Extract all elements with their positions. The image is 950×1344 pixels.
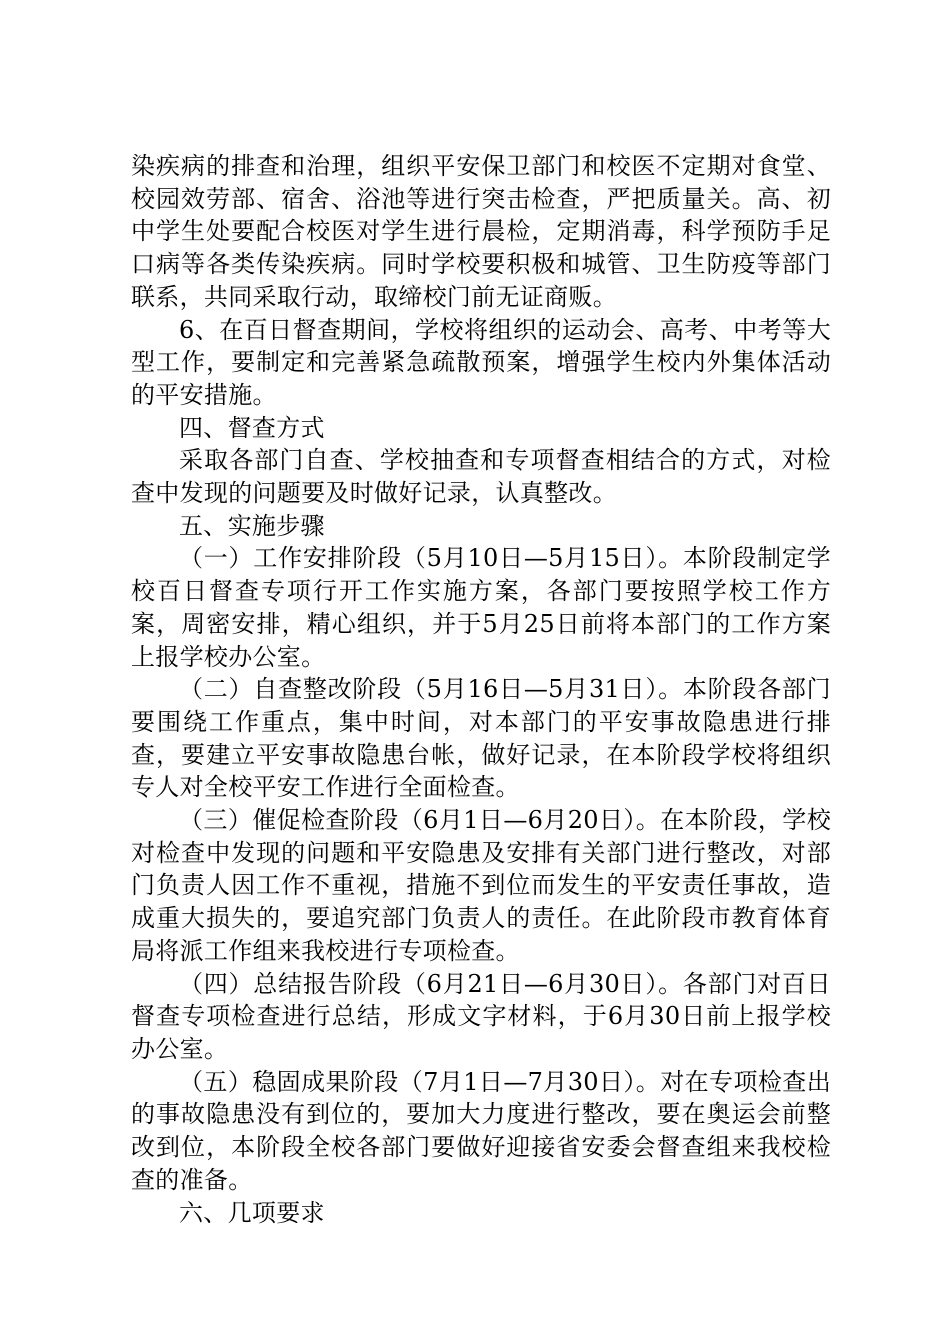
paragraph-health-inspection: 染疾病的排查和治理，组织平安保卫部门和校医不定期对食堂、校园效劳部、宿舍、浴池等进行突击检查，严把质量关。高、初中学生处要配合校医对学生进行晨检，定期消毒，科学预防手足口病等各类传染疾病。同时学校要积极和城管、卫生防疫等部门联系，共同采取行动，取缔校门前无证商贩。 [131,152,831,311]
section-heading-4: 四、督查方式 [179,413,325,442]
paragraph-step-4: （四）总结报告阶段（6月21日—6月30日）。各部门对百日督查专项检查进行总结，形成文字材料，于6月30日前上报学校办公室。 [131,969,831,1063]
document-body [131,150,831,1229]
paragraph-step-5: （五）稳固成果阶段（7月1日—7月30日）。对在专项检查出的事故隐患没有到位的，要加大力度进行整改，要在奥运会前整改到位，本阶段全校各部门要做好迎接省安委会督查组来我校检查的准备。 [131,1067,831,1194]
section-heading-5: 五、实施步骤 [179,511,325,540]
paragraph-step-3: （三）催促检查阶段（6月1日—6月20日）。在本阶段，学校对检查中发现的问题和平安隐患及安排有关部门进行整改，对部门负责人因工作不重视，措施不到位而发生的平安责任事故，造成重大损失的，要追究部门负责人的责任。在此阶段市教育体育局将派工作组来我校进行专项检查。 [131,806,831,965]
paragraph-inspection-method: 采取各部门自查、学校抽查和专项督查相结合的方式，对检查中发现的问题要及时做好记录，认真整改。 [131,446,831,508]
section-heading-6: 六、几项要求 [179,1198,325,1227]
paragraph-step-1: （一）工作安排阶段（5月10日—5月15日）。本阶段制定学校百日督查专项行开工作实施方案，各部门要按照学校工作方案，周密安排，精心组织，并于5月25日前将本部门的工作方案上报学校办公室。 [131,544,831,671]
paragraph-item-6: 6、在百日督查期间，学校将组织的运动会、高考、中考等大型工作，要制定和完善紧急疏散预案，增强学生校内外集体活动的平安措施。 [131,315,831,409]
paragraph-step-2: （二）自查整改阶段（5月16日—5月31日）。本阶段各部门要围绕工作重点，集中时间，对本部门的平安事故隐患进行排查，要建立平安事故隐患台帐，做好记录，在本阶段学校将组织专人对全校平安工作进行全面检查。 [131,675,831,802]
